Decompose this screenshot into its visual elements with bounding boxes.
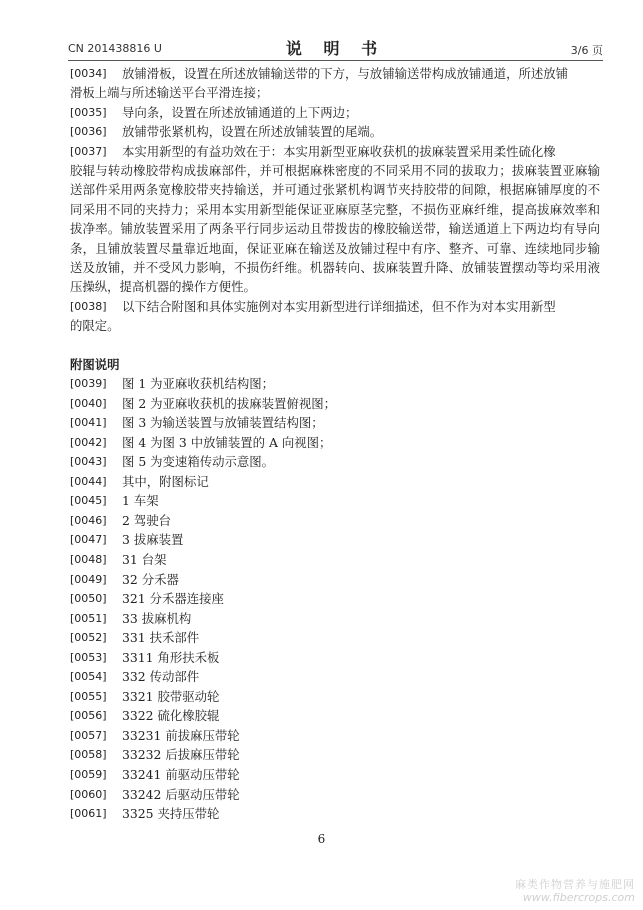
paragraph (70, 142, 600, 297)
header-divider (68, 60, 603, 61)
item-number: [0042] (70, 435, 107, 449)
page-count: 3/6 页 (570, 44, 603, 57)
document-id: CN 201438816 U (68, 42, 162, 55)
list-item (70, 570, 600, 590)
item-number: [0052] (70, 631, 107, 645)
item-text: 33 拔麻机构 (122, 610, 192, 626)
item-text: 3311 角形扶禾板 (122, 649, 220, 665)
list-item (70, 394, 600, 414)
item-text: 图 2 为亚麻收获机的拔麻装置俯视图； (122, 395, 337, 411)
item-text: 3321 胶带驱动轮 (122, 688, 220, 704)
list-item (70, 589, 600, 609)
item-text: 321 分禾器连接座 (122, 591, 224, 607)
list-item (70, 667, 600, 687)
item-number: [0051] (70, 611, 107, 625)
item-text: 33242 后驱动压带轮 (122, 786, 240, 802)
item-number: [0056] (70, 709, 107, 723)
list-item (70, 804, 600, 824)
reference-list (70, 374, 600, 824)
item-number: [0044] (70, 474, 107, 488)
paragraph-number: [0038] (70, 299, 107, 313)
item-text: 1 车架 (122, 493, 159, 509)
paragraph (70, 122, 600, 141)
item-number: [0061] (70, 807, 107, 821)
item-text: 图 1 为亚麻收获机结构图； (122, 376, 275, 392)
item-number: [0060] (70, 787, 107, 801)
item-number: [0049] (70, 572, 107, 586)
item-text: 图 3 为输送装置与放铺装置结构图； (122, 415, 324, 431)
item-text: 31 台架 (122, 552, 167, 568)
paragraph-text: 本实用新型的有益功效在于：本实用新型亚麻收获机的拔麻装置采用柔性硫化橡 (122, 143, 556, 159)
item-text: 2 驾驶台 (122, 512, 171, 528)
item-number: [0043] (70, 455, 107, 469)
watermark (515, 878, 635, 904)
section-heading: 附图说明 (70, 356, 120, 372)
list-item (70, 726, 600, 746)
list-item (70, 491, 600, 511)
paragraph (70, 297, 600, 336)
item-text: 3325 夹持压带轮 (122, 806, 220, 822)
paragraph-number: [0035] (70, 105, 107, 119)
item-text: 33232 后拔麻压带轮 (122, 747, 240, 763)
page-number: 6 (317, 832, 326, 846)
item-text: 332 传动部件 (122, 669, 200, 685)
item-number: [0047] (70, 533, 107, 547)
item-number: [0041] (70, 416, 107, 430)
item-text: 3322 硫化橡胶辊 (122, 708, 220, 724)
paragraph-number: [0034] (70, 67, 107, 80)
list-item (70, 628, 600, 648)
paragraph (70, 103, 600, 122)
item-text: 33241 前驱动压带轮 (122, 767, 240, 783)
list-item (70, 550, 600, 570)
list-item (70, 413, 600, 433)
item-number: [0039] (70, 377, 107, 391)
list-item (70, 374, 600, 394)
paragraph-text: 放铺带张紧机构，设置在所述放铺装置的尾端。 (122, 124, 383, 140)
paragraph (70, 64, 600, 103)
list-item (70, 648, 600, 668)
list-item (70, 609, 600, 629)
item-text: 33231 前拔麻压带轮 (122, 727, 240, 743)
item-number: [0040] (70, 396, 107, 410)
list-item (70, 511, 600, 531)
list-item (70, 433, 600, 453)
item-number: [0055] (70, 689, 107, 703)
item-text: 图 5 为变速箱传动示意图。 (122, 454, 275, 470)
list-item (70, 452, 600, 472)
watermark-text: 麻类作物营养与施肥网 (515, 878, 635, 891)
page-title: 说 明 书 (285, 39, 386, 58)
item-text: 3 拔麻装置 (122, 532, 184, 548)
document-body (70, 64, 600, 824)
item-number: [0053] (70, 650, 107, 664)
paragraph-number: [0037] (70, 144, 107, 158)
list-item (70, 530, 600, 550)
paragraph-text: 以下结合附图和具体实施例对本实用新型进行详细描述，但不作为对本实用新型 (122, 298, 556, 314)
list-item (70, 472, 600, 492)
item-text: 32 分禾器 (122, 571, 179, 587)
item-text: 图 4 为图 3 中放铺装置的 A 向视图； (122, 434, 332, 450)
list-item (70, 687, 600, 707)
item-number: [0046] (70, 513, 107, 527)
paragraph-number: [0036] (70, 125, 107, 139)
item-number: [0057] (70, 728, 107, 742)
item-number: [0059] (70, 768, 107, 782)
paragraph-text-cont: 胶辊与转动橡胶带构成拔麻部件，并可根据麻株密度的不同采用不同的拔取力；拔麻装置亚麻输送部件采用两条宽橡胶带夹持输送，并可通过张紧机构调节夹持胶带的间隙，根据麻铺厚度的不同采用不同的夹持力；采用本实用新型能保证亚麻原茎完整，不损伤亚麻纤维，提高拔麻效率和拔净率。铺放装置采用了两条平行同步运动且带拨齿的橡胶输送带，输送通道上下两边均有导向条，且铺放装置尽量靠近地面，保证亚麻在输送及放铺过程中有序、整齐、可靠、连续地同步输送及放铺，并不受风力影响，不损伤纤维。机器转向、拔麻装置升降、放铺装置摆动等均采用液压操纵，提高机器的操作方便性。 (70, 163, 600, 295)
list-item (70, 765, 600, 785)
item-number: [0045] (70, 494, 107, 508)
item-text: 331 扶禾部件 (122, 630, 200, 646)
item-number: [0048] (70, 553, 107, 567)
watermark-url: www.fibercrops.com (522, 891, 635, 904)
item-number: [0050] (70, 592, 107, 606)
paragraph-text-cont: 滑板上端与所述输送平台平滑连接； (70, 85, 269, 101)
page-header (68, 36, 603, 60)
item-number: [0054] (70, 670, 107, 684)
paragraph-text: 导向条，设置在所述放铺通道的上下两边； (122, 104, 358, 120)
paragraph-text: 放铺滑板，设置在所述放铺输送带的下方，与放铺输送带构成放铺通道，所述放铺 (122, 66, 569, 81)
paragraph-text-cont: 的限定。 (70, 318, 120, 334)
list-item (70, 745, 600, 765)
item-text: 其中，附图标记 (122, 473, 209, 489)
list-item (70, 706, 600, 726)
list-item (70, 785, 600, 805)
item-number: [0058] (70, 748, 107, 762)
